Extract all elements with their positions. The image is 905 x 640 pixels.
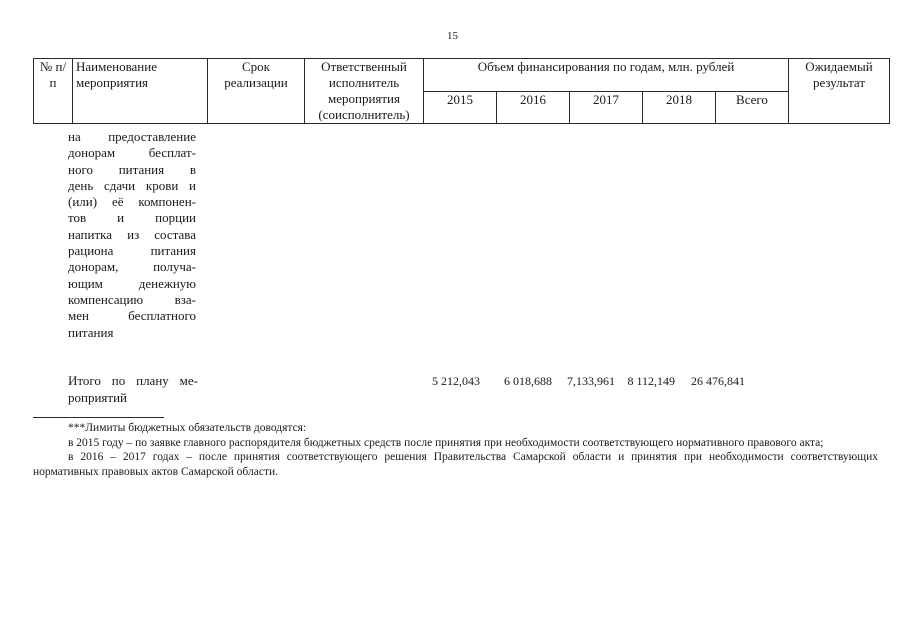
event-name-line: донорам бесплат- [68, 145, 196, 161]
page-number: 15 [447, 30, 458, 42]
event-name-line: напитка из состава [68, 226, 196, 242]
header-year-2017: 2017 [570, 91, 643, 124]
total-amount-2015: 5 212,043 [432, 374, 480, 388]
event-name-line: ющим денежную [68, 275, 196, 291]
footnotes [33, 421, 878, 479]
header-year-2015: 2015 [424, 91, 497, 124]
event-name [68, 129, 196, 341]
footnote-separator [33, 417, 164, 418]
header-num: № п/п [34, 59, 73, 124]
total-amount-all: 26 476,841 [691, 374, 745, 388]
footnote-title: ***Лимиты бюджетных обязательств доводятся: [68, 422, 307, 434]
total-label-line: Итого по плану ме- [68, 373, 198, 388]
footnote-item-2016-2017: в 2016 – 2017 годах – после принятия соответствующего решения Правительства Самарской области и принятия при необходимости соответствующих нормативных правовых актов Самарской области. [33, 451, 878, 478]
event-name-line: тов и порции [68, 210, 196, 226]
event-name-line: компенсацию вза- [68, 291, 196, 307]
header-funding-group: Объем финансирования по годам, млн. рублей [424, 59, 789, 92]
total-label-line: роприятий [68, 389, 127, 405]
header-year-total: Всего [716, 91, 789, 124]
header-year-2016: 2016 [497, 91, 570, 124]
total-row-label [68, 373, 198, 406]
event-name-line: день сдачи крови и [68, 177, 196, 193]
header-name: Наименование мероприятия [73, 59, 208, 124]
event-name-line: ного питания в [68, 161, 196, 177]
event-name-line: питания [68, 324, 114, 340]
header-responsible: Ответственный исполнитель мероприятия (соисполнитель) [305, 59, 424, 124]
footnote-item-2015: в 2015 году – по заявке главного распорядителя бюджетных средств после принятия при необходимости соответствующего нормативного правового акта; [68, 436, 824, 449]
event-name-line: донорам, получа- [68, 259, 196, 275]
header-term: Срок реализации [208, 59, 305, 124]
total-amount-2018: 8 112,149 [627, 374, 675, 388]
header-result: Ожидаемый результат [789, 59, 890, 124]
table-header [33, 58, 890, 124]
event-name-line: на предоставление [68, 129, 196, 144]
total-amount-2016: 6 018,688 [504, 374, 552, 388]
event-name-line: мен бесплатного [68, 308, 196, 324]
event-name-line: (или) её компонен- [68, 194, 196, 210]
event-name-line: рациона питания [68, 243, 196, 259]
header-year-2018: 2018 [643, 91, 716, 124]
total-amount-2017: 7,133,961 [567, 374, 615, 388]
